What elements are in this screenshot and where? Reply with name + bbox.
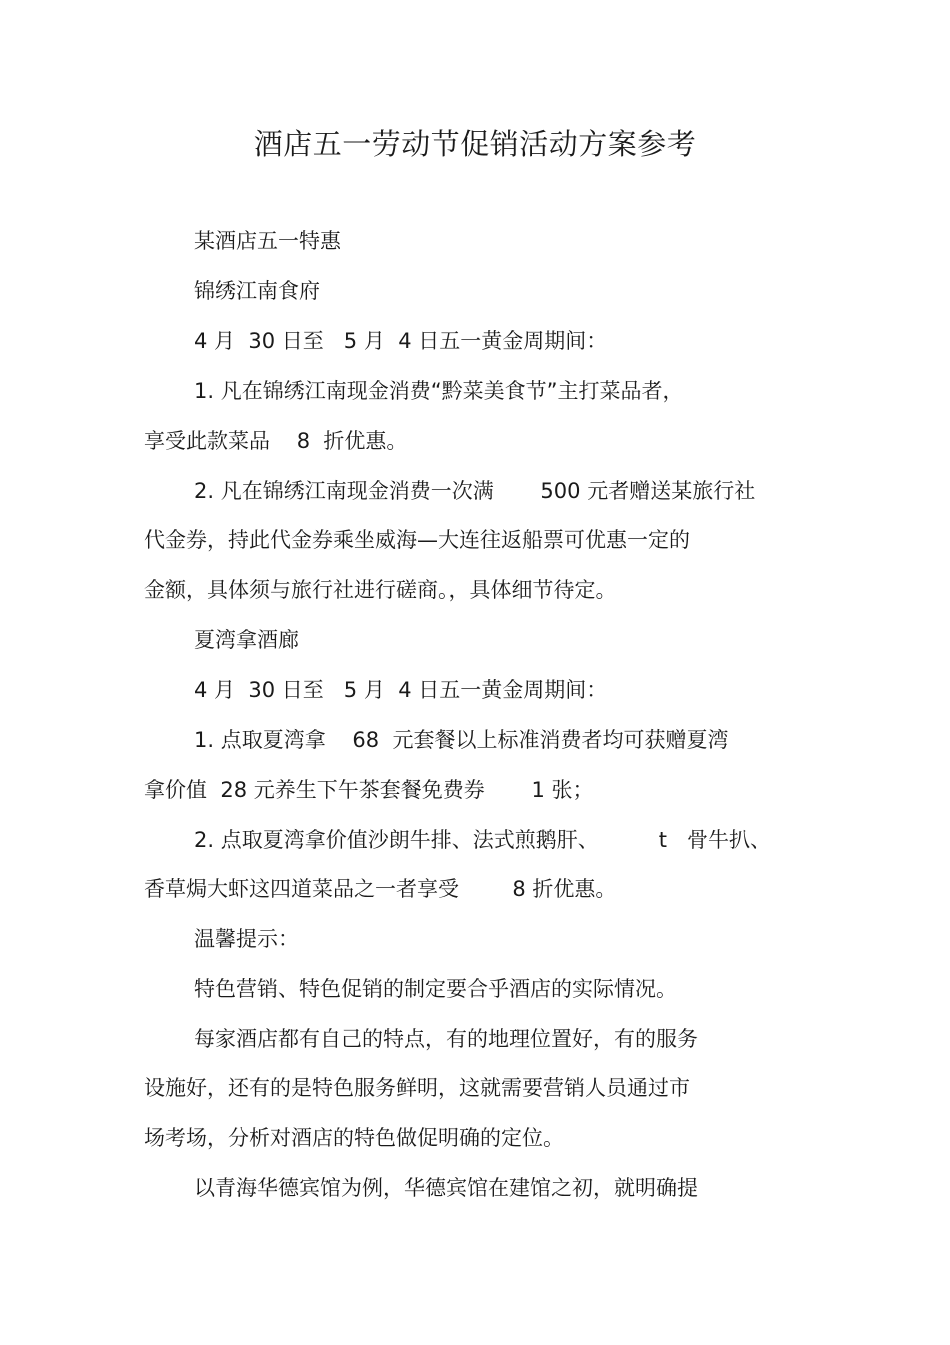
- paragraph-line: 温馨提示：: [194, 927, 299, 951]
- paragraph-line: 夏湾拿酒廊: [194, 628, 299, 652]
- paragraph-line: 4 月 30 日至 5 月 4 日五一黄金周期间：: [194, 678, 608, 702]
- paragraph-line: 代金券，持此代金券乘坐威海—大连往返船票可优惠一定的: [144, 528, 690, 552]
- paragraph-line: 某酒店五一特惠: [194, 229, 341, 253]
- paragraph-line: 特色营销、特色促销的制定要合乎酒店的实际情况。: [194, 977, 677, 1001]
- paragraph-line: 每家酒店都有自己的特点，有的地理位置好，有的服务: [194, 1027, 698, 1051]
- paragraph-line: 以青海华德宾馆为例，华德宾馆在建馆之初，就明确提: [194, 1176, 698, 1200]
- paragraph-line: 2. 点取夏湾拿价值沙朗牛排、法式煎鹅肝、 t 骨牛扒、: [194, 828, 772, 852]
- paragraph-line: 1. 凡在锦绣江南现金消费“黔菜美食节”主打菜品者，: [194, 379, 684, 403]
- paragraph-line: 香草焗大虾这四道菜品之一者享受 8 折优惠。: [144, 877, 617, 901]
- document-title: 酒店五一劳动节促销活动方案参考: [253, 127, 697, 161]
- paragraph-line: 4 月 30 日至 5 月 4 日五一黄金周期间：: [194, 329, 608, 353]
- paragraph-line: 场考场，分析对酒店的特色做促明确的定位。: [144, 1126, 564, 1150]
- paragraph-line: 享受此款菜品 8 折优惠。: [144, 429, 408, 453]
- paragraph-line: 拿价值 28 元养生下午茶套餐免费券 1 张；: [144, 778, 594, 802]
- paragraph-line: 锦绣江南食府: [194, 279, 320, 303]
- paragraph-line: 金额，具体须与旅行社进行磋商。，具体细节待定。: [144, 578, 617, 602]
- paragraph-line: 设施好，还有的是特色服务鲜明，这就需要营销人员通过市: [144, 1076, 690, 1100]
- paragraph-line: 2. 凡在锦绣江南现金消费一次满 500 元者赠送某旅行社: [194, 479, 756, 503]
- paragraph-line: 1. 点取夏湾拿 68 元套餐以上标准消费者均可获赠夏湾: [194, 728, 729, 752]
